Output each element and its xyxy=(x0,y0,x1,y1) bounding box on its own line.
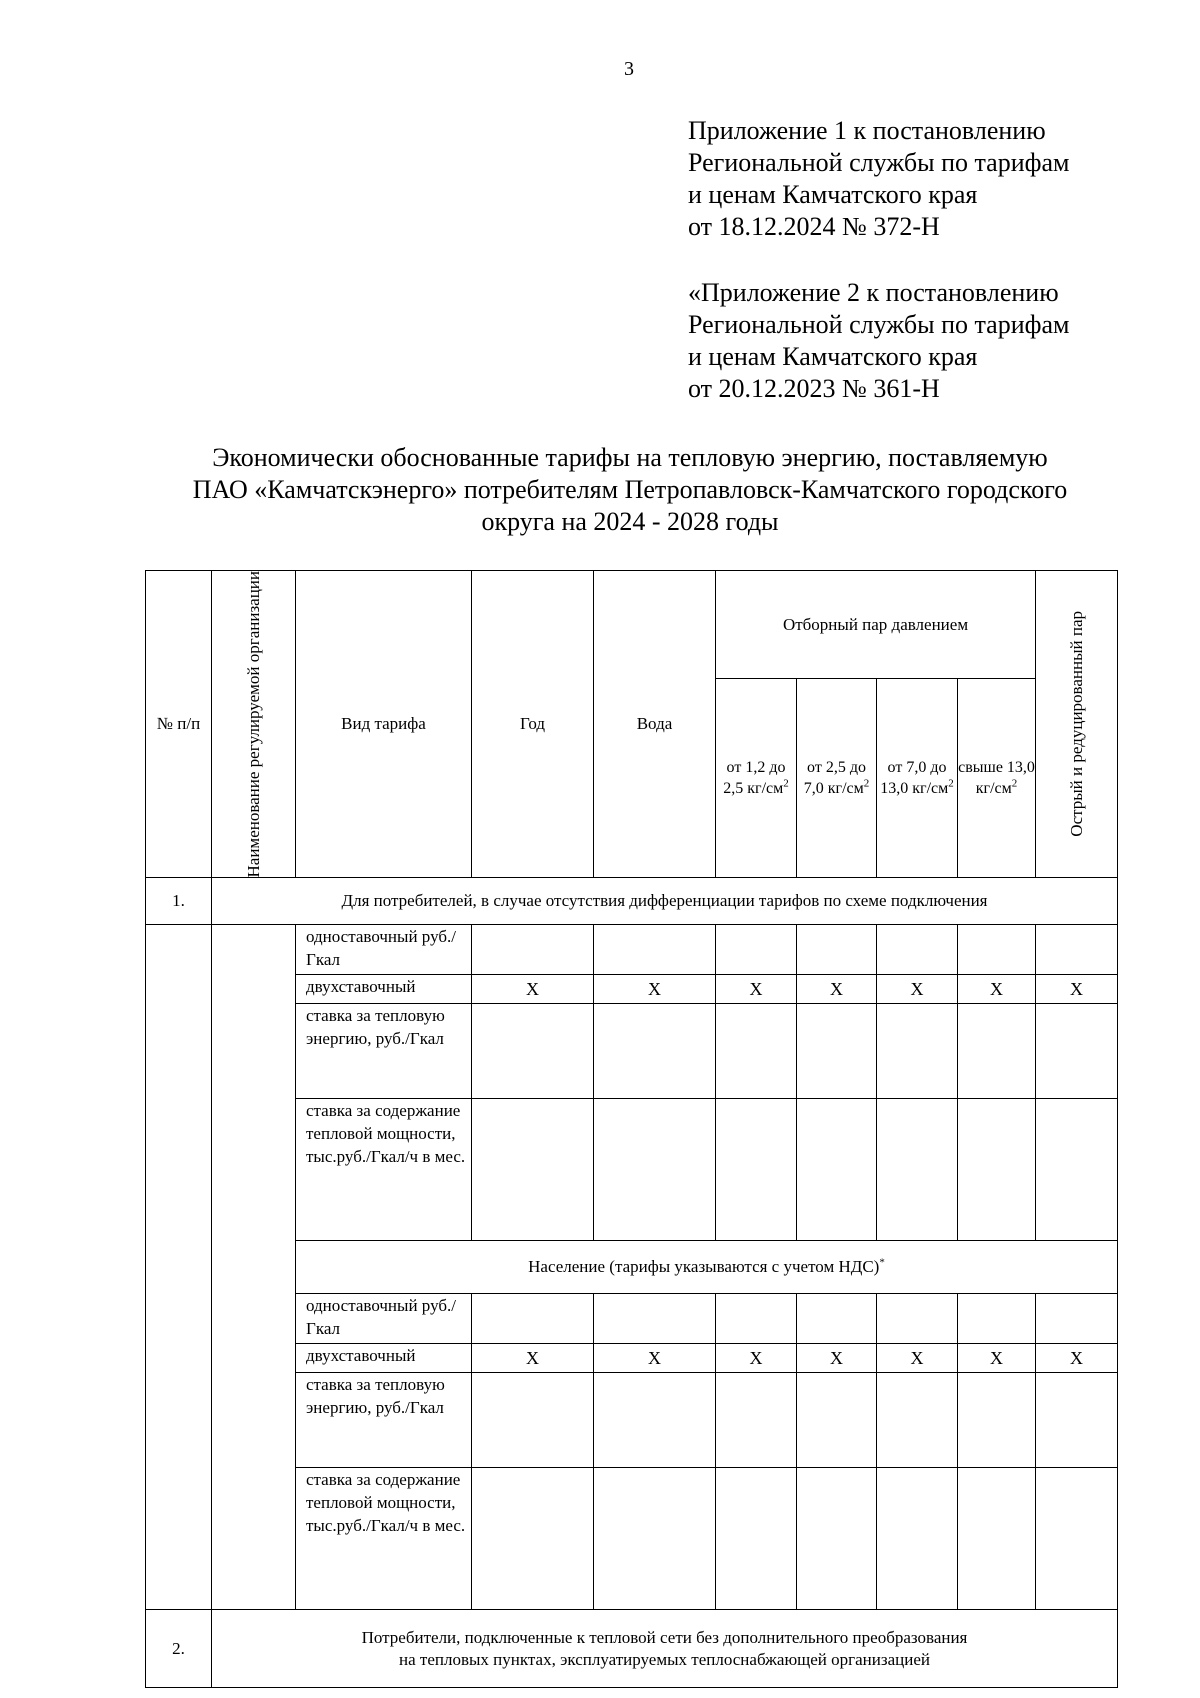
title-line: ПАО «Камчатскэнерго» потребителям Петропавловск-Камчатского городского xyxy=(192,475,1068,504)
value-cell xyxy=(1036,1468,1118,1610)
annex-line: и ценам Камчатского края xyxy=(688,180,978,209)
x-mark: Х xyxy=(594,975,716,1004)
section-2-line: на тепловых пунктах, эксплуатируемых теплоснабжающей организацией xyxy=(399,1649,930,1669)
header-sharp-steam: Острый и редуцированный пар xyxy=(1036,571,1118,878)
population-subheader: Население (тарифы указываются с учетом НДС)* xyxy=(296,1241,1118,1294)
section-1-number: 1. xyxy=(146,878,212,925)
x-mark: Х xyxy=(877,975,958,1004)
section-1-title: Для потребителей, в случае отсутствия дифференциации тарифов по схеме подключения xyxy=(212,878,1118,925)
document-title xyxy=(130,442,1130,538)
annex-line: от 18.12.2024 № 372-Н xyxy=(688,212,940,241)
value-cell xyxy=(877,1294,958,1344)
value-cell xyxy=(1036,1294,1118,1344)
value-cell xyxy=(797,925,877,975)
row-label-energy-rate: ставка за тепловую энергию, руб./Гкал xyxy=(296,1004,472,1099)
annex-2-reference xyxy=(688,277,1069,405)
value-cell xyxy=(877,1373,958,1468)
value-cell xyxy=(1036,925,1118,975)
value-cell xyxy=(877,925,958,975)
value-cell xyxy=(472,1099,594,1241)
x-mark: Х xyxy=(797,1344,877,1373)
header-tariff-type: Вид тарифа xyxy=(296,571,472,878)
value-cell xyxy=(594,925,716,975)
page-number: 3 xyxy=(624,58,634,80)
header-steam-group: Отборный пар давлением xyxy=(716,571,1036,679)
value-cell xyxy=(716,1468,797,1610)
value-cell xyxy=(1036,1099,1118,1241)
x-mark: Х xyxy=(1036,1344,1118,1373)
value-cell xyxy=(716,925,797,975)
annex-line: Региональной службы по тарифам xyxy=(688,148,1070,177)
annex-line: Региональной службы по тарифам xyxy=(688,310,1070,339)
organization-cell xyxy=(212,925,296,1610)
value-cell xyxy=(716,1004,797,1099)
row-number-cell xyxy=(146,925,212,1610)
section-2-number: 2. xyxy=(146,1610,212,1688)
value-cell xyxy=(797,1294,877,1344)
row-label-one-rate: одноставочный руб./Гкал xyxy=(296,1294,472,1344)
value-cell xyxy=(797,1468,877,1610)
section-2-title xyxy=(212,1610,1118,1688)
header-organization: Наименование регулируемой организации xyxy=(212,571,296,878)
value-cell xyxy=(594,1004,716,1099)
annex-line: от 20.12.2023 № 361-Н xyxy=(688,374,940,403)
value-cell xyxy=(797,1099,877,1241)
x-mark: Х xyxy=(1036,975,1118,1004)
value-cell xyxy=(716,1373,797,1468)
value-cell xyxy=(1036,1004,1118,1099)
value-cell xyxy=(472,1004,594,1099)
annex-line: Приложение 1 к постановлению xyxy=(688,116,1046,145)
header-pressure-1: от 1,2 до 2,5 $кг/см^2$ xyxy=(716,679,797,878)
value-cell xyxy=(797,1004,877,1099)
row-label-one-rate: одноставочный руб./Гкал xyxy=(296,925,472,975)
x-mark: Х xyxy=(797,975,877,1004)
annex-line: «Приложение 2 к постановлению xyxy=(688,278,1059,307)
section-2-line: Потребители, подключенные к тепловой сети без дополнительного преобразования xyxy=(361,1627,968,1647)
header-pressure-2: от 2,5 до 7,0 $кг/см^2$ xyxy=(797,679,877,878)
value-cell xyxy=(716,1294,797,1344)
row-label-energy-rate: ставка за тепловую энергию, руб./Гкал xyxy=(296,1373,472,1468)
header-pressure-3: от 7,0 до 13,0 $кг/см^2$ xyxy=(877,679,958,878)
x-mark: Х xyxy=(472,1344,594,1373)
value-cell xyxy=(716,1099,797,1241)
value-cell xyxy=(958,1004,1036,1099)
x-mark: Х xyxy=(716,975,797,1004)
value-cell xyxy=(594,1099,716,1241)
value-cell xyxy=(472,925,594,975)
value-cell xyxy=(877,1004,958,1099)
value-cell xyxy=(594,1468,716,1610)
annex-1-reference xyxy=(688,115,1069,243)
tariff-table xyxy=(145,570,1118,1688)
x-mark: Х xyxy=(958,975,1036,1004)
header-water: Вода xyxy=(594,571,716,878)
row-label-two-rate: двухставочный xyxy=(296,1344,472,1373)
title-line: Экономически обоснованные тарифы на тепловую энергию, поставляемую xyxy=(212,443,1048,472)
value-cell xyxy=(958,1099,1036,1241)
value-cell xyxy=(877,1099,958,1241)
row-label-capacity-rate: ставка за содержание тепловой мощности, тыс.руб./Гкал/ч в мес. xyxy=(296,1099,472,1241)
header-year: Год xyxy=(472,571,594,878)
value-cell xyxy=(594,1373,716,1468)
value-cell xyxy=(472,1373,594,1468)
header-number: № п/п xyxy=(146,571,212,878)
value-cell xyxy=(877,1468,958,1610)
value-cell xyxy=(958,1468,1036,1610)
header-pressure-4: свыше 13,0 $кг/см^2$ xyxy=(958,679,1036,878)
value-cell xyxy=(472,1294,594,1344)
value-cell xyxy=(1036,1373,1118,1468)
value-cell xyxy=(472,1468,594,1610)
x-mark: Х xyxy=(594,1344,716,1373)
value-cell xyxy=(958,925,1036,975)
title-line: округа на 2024 - 2028 годы xyxy=(481,507,779,536)
annex-line: и ценам Камчатского края xyxy=(688,342,978,371)
value-cell xyxy=(958,1373,1036,1468)
value-cell xyxy=(958,1294,1036,1344)
x-mark: Х xyxy=(958,1344,1036,1373)
x-mark: Х xyxy=(716,1344,797,1373)
value-cell xyxy=(797,1373,877,1468)
value-cell xyxy=(594,1294,716,1344)
x-mark: Х xyxy=(877,1344,958,1373)
row-label-two-rate: двухставочный xyxy=(296,975,472,1004)
row-label-capacity-rate: ставка за содержание тепловой мощности, тыс.руб./Гкал/ч в мес. xyxy=(296,1468,472,1610)
x-mark: Х xyxy=(472,975,594,1004)
